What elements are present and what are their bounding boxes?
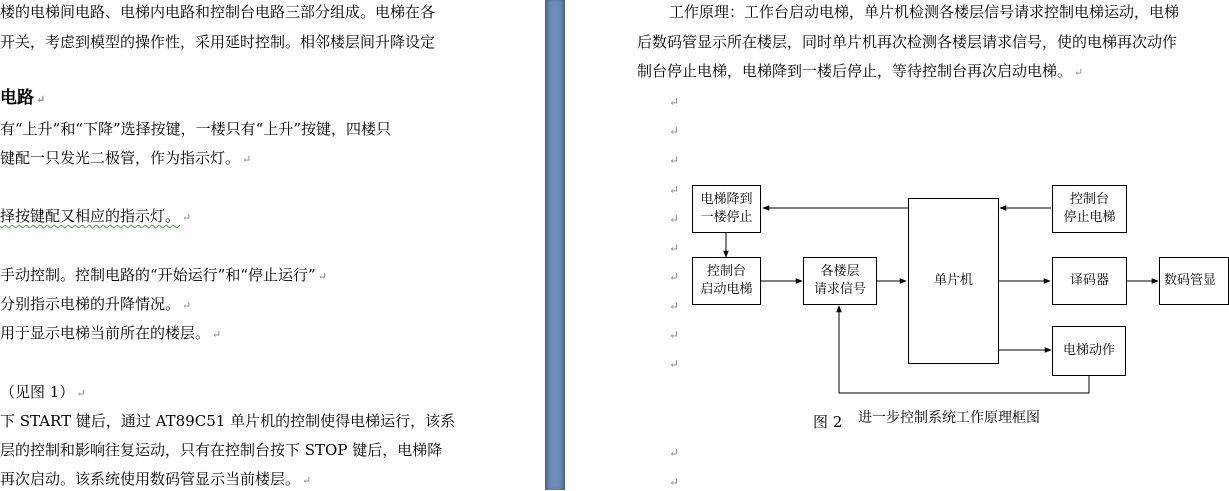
paragraph-mark: ↵ [669, 95, 680, 109]
node-elevator-action: 电梯动作 [1052, 326, 1126, 376]
node-mcu: 单片机 [908, 198, 999, 364]
page-gap [545, 0, 565, 490]
paragraph-mark: ↵ [669, 328, 680, 342]
document-page-right [565, 0, 1217, 490]
text-line: （见图 1） ↵ [0, 383, 86, 401]
text-line: 手动控制。控制电路的“开始运行”和“停止运行” ↵ [0, 266, 327, 284]
document-page-left [0, 0, 545, 490]
figure-caption-label: 图 2 [813, 413, 843, 431]
text-line: 制台停止电梯，电梯降到一楼后停止，等待控制台再次启动电梯。 ↵ [637, 62, 1084, 80]
text-line: 下 START 键后，通过 AT89C51 单片机的控制使得电梯运行，该系 [0, 412, 456, 430]
paragraph-mark: ↵ [669, 124, 680, 138]
text-line: 择按键配又相应的指示灯。 ↵ [0, 207, 192, 225]
text-line: 楼的电梯间电路、电梯内电路和控制台电路三部分组成。电梯在各 [0, 3, 436, 21]
paragraph-mark: ↵ [669, 212, 680, 226]
text-line: 分别指示电梯的升降情况。 ↵ [0, 295, 192, 313]
node-console-start: 控制台 启动电梯 [692, 257, 761, 305]
figure-caption-title: 进一步控制系统工作原理框图 [858, 410, 1040, 426]
paragraph-mark: ↵ [669, 446, 680, 460]
paragraph-mark: ↵ [669, 153, 680, 167]
node-elevator-down: 电梯降到 一楼停止 [692, 185, 761, 233]
paragraph-mark: ↵ [669, 183, 680, 197]
section-heading: 电路 ↵ [0, 88, 46, 108]
text-line: 键配一只发光二极管，作为指示灯。 ↵ [0, 149, 252, 167]
text-line: 层的控制和影响往复运动，只有在控制台按下 STOP 键后，电梯降 [0, 441, 443, 459]
paragraph-mark: ↵ [669, 241, 680, 255]
node-display: 数码管显 [1159, 257, 1229, 305]
text-line: 用于显示电梯当前所在的楼层。 ↵ [0, 324, 222, 342]
text-line: 后数码管显示所在楼层，同时单片机再次检测各楼层请求信号，使的电梯再次动作 [637, 33, 1178, 51]
paragraph-mark: ↵ [669, 270, 680, 284]
text-line: 有“上升”和“下降”选择按键，一楼只有“上升”按键，四楼只 [0, 120, 392, 138]
node-floor-request: 各楼层 请求信号 [803, 257, 877, 305]
paragraph-mark: ↵ [669, 475, 680, 489]
text-line: 开关，考虑到模型的操作性，采用延时控制。相邻楼层间升降设定 [0, 33, 436, 51]
node-console-stop: 控制台 停止电梯 [1052, 185, 1127, 233]
text-line: 工作原理：工作台启动电梯，单片机检测各楼层信号请求控制电梯运动，电梯 [669, 3, 1180, 21]
paragraph-mark: ↵ [669, 357, 680, 371]
node-decoder: 译码器 [1052, 257, 1127, 305]
text-line: 再次启动。该系统使用数码管显示当前楼层。 ↵ [0, 470, 312, 488]
paragraph-mark: ↵ [669, 299, 680, 313]
